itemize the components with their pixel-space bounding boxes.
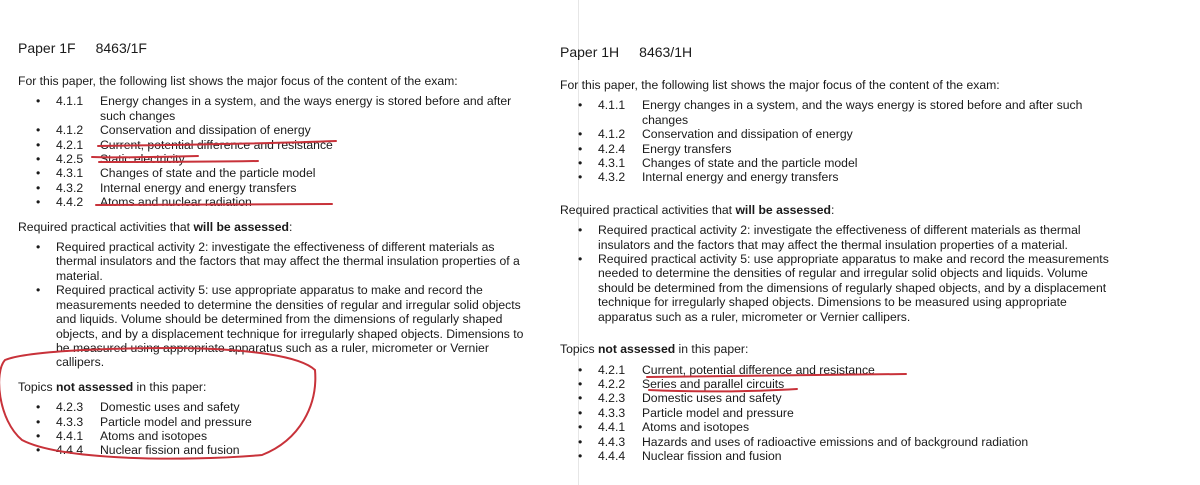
bullet-icon: •: [36, 428, 41, 443]
topic-number: 4.4.3: [598, 434, 626, 449]
topic-number: 4.4.4: [56, 443, 84, 458]
topic-text: Particle model and pressure: [642, 405, 794, 420]
paper-title: [560, 44, 1120, 60]
practicals-list: [560, 223, 1120, 324]
topic-text: Energy transfers: [642, 141, 732, 156]
list-item: [560, 142, 1120, 156]
heading-text: :: [830, 202, 835, 217]
list-item: [560, 223, 1120, 252]
list-item: [560, 435, 1120, 449]
practical-text: Required practical activity 2: investigate the effectiveness of different materials as thermal insulators and the factors that may affect the thermal insulation properties of a material.: [598, 223, 1081, 252]
bullet-icon: •: [578, 127, 583, 142]
topic-text: Nuclear fission and fusion: [642, 448, 782, 463]
list-item: [18, 181, 538, 195]
topic-number: 4.2.5: [56, 152, 84, 167]
topic-text: Changes of state and the particle model: [100, 166, 316, 181]
topic-number: 4.4.1: [598, 420, 626, 435]
topic-number: 4.1.2: [56, 123, 84, 138]
topic-number: 4.2.3: [598, 391, 626, 406]
not-assessed-heading: [560, 342, 1120, 356]
bullet-icon: •: [36, 195, 41, 210]
bullet-icon: •: [36, 123, 41, 138]
heading-emphasis: will be assessed: [735, 202, 831, 217]
intro-text: For this paper, the following list shows the major focus of the content of the exam:: [18, 74, 458, 88]
bullet-icon: •: [36, 152, 41, 167]
topic-number: 4.1.1: [56, 94, 84, 109]
topic-text: Energy changes in a system, and the ways energy is stored before and after such changes: [100, 94, 512, 123]
practicals-heading: [18, 220, 538, 234]
heading-emphasis: will be assessed: [193, 219, 289, 234]
topic-number: 4.4.4: [598, 448, 626, 463]
topic-text: Atoms and isotopes: [100, 428, 208, 443]
bullet-icon: •: [578, 448, 583, 463]
topic-text: Atoms and nuclear radiation: [100, 195, 252, 210]
topic-text: Conservation and dissipation of energy: [642, 127, 853, 142]
topic-number: 4.3.2: [56, 180, 84, 195]
topic-number: 4.2.3: [56, 400, 84, 415]
list-item: [18, 166, 538, 180]
paper-1h-document: [560, 44, 1120, 467]
heading-text: in this paper:: [133, 379, 207, 394]
list-item: [18, 195, 538, 209]
bullet-icon: •: [578, 391, 583, 406]
topic-text: Series and parallel circuits: [642, 376, 785, 391]
paper-1f-page: [0, 0, 570, 485]
list-item: [560, 170, 1120, 184]
heading-text: Required practical activities that: [560, 202, 736, 217]
list-item: [18, 152, 538, 166]
bullet-icon: •: [36, 443, 41, 458]
topic-number: 4.3.1: [56, 166, 84, 181]
list-item: [560, 156, 1120, 170]
list-item: [560, 406, 1120, 420]
topic-text: Domestic uses and safety: [100, 400, 240, 415]
topic-text: Hazards and uses of radioactive emissions and of background radiation: [642, 434, 1029, 449]
bullet-icon: •: [36, 166, 41, 181]
focus-topic-list: [18, 94, 538, 209]
topic-text: Current, potential difference and resistance: [100, 137, 333, 152]
bullet-icon: •: [36, 414, 41, 429]
heading-emphasis: not assessed: [597, 342, 676, 357]
practicals-heading: [560, 203, 1120, 217]
bullet-icon: •: [578, 252, 583, 267]
not-assessed-heading: [18, 380, 538, 394]
paper-code: 8463/1H: [639, 44, 693, 60]
practical-text: Required practical activity 5: use appropriate apparatus to make and record the measurements needed to determine the densities of regular and irregular solid objects and liquids. Volume should be determined from the dimensions of regularly shaped objects, and by a displacement technique for irregularly shaped objects. Dimensions to be measured using appropriate apparatus such as a ruler, micrometer or Vernier callipers.: [598, 252, 1109, 324]
list-item: [18, 429, 538, 443]
bullet-icon: •: [36, 137, 41, 152]
topic-number: 4.2.1: [598, 362, 626, 377]
bullet-icon: •: [36, 94, 41, 109]
list-item: [18, 123, 538, 137]
topic-number: 4.3.2: [598, 170, 626, 185]
paper-code: 8463/1F: [95, 40, 147, 56]
bullet-icon: •: [578, 362, 583, 377]
topic-text: Atoms and isotopes: [642, 420, 750, 435]
focus-topic-list: [560, 98, 1120, 184]
topic-number: 4.3.1: [598, 156, 626, 171]
topic-text: Current, potential difference and resistance: [642, 362, 875, 377]
not-assessed-list: [560, 363, 1120, 464]
paper-title: [18, 40, 538, 56]
heading-text: Topics: [18, 379, 56, 394]
bullet-icon: •: [578, 170, 583, 185]
bullet-icon: •: [36, 400, 41, 415]
paper-1f-document: [18, 40, 538, 462]
list-item: [18, 443, 538, 457]
bullet-icon: •: [578, 405, 583, 420]
bullet-icon: •: [578, 98, 583, 113]
list-item: [560, 363, 1120, 377]
practical-text: Required practical activity 2: investigate the effectiveness of different materials as thermal insulators and the factors that may affect the thermal insulation properties of a material.: [56, 240, 520, 283]
topic-text: Static electricity: [100, 152, 185, 167]
topic-number: 4.4.2: [56, 195, 84, 210]
heading-text: Required practical activities that: [18, 219, 194, 234]
list-item: [18, 400, 538, 414]
heading-text: in this paper:: [675, 342, 749, 357]
bullet-icon: •: [578, 434, 583, 449]
bullet-icon: •: [578, 420, 583, 435]
topic-number: 4.2.4: [598, 141, 626, 156]
paper-name: Paper 1F: [18, 40, 76, 56]
topic-text: Conservation and dissipation of energy: [100, 123, 311, 138]
list-item: [560, 391, 1120, 405]
bullet-icon: •: [578, 376, 583, 391]
list-item: [560, 449, 1120, 463]
list-item: [560, 252, 1120, 324]
not-assessed-list: [18, 400, 538, 458]
heading-emphasis: not assessed: [55, 379, 134, 394]
list-item: [560, 420, 1120, 434]
bullet-icon: •: [578, 141, 583, 156]
list-item: [560, 377, 1120, 391]
topic-number: 4.4.1: [56, 428, 84, 443]
list-item: [18, 94, 538, 123]
topic-text: Changes of state and the particle model: [642, 156, 858, 171]
topic-number: 4.2.2: [598, 376, 626, 391]
topic-number: 4.3.3: [598, 405, 626, 420]
heading-text: Topics: [560, 342, 598, 357]
topic-text: Nuclear fission and fusion: [100, 443, 240, 458]
list-item: [560, 98, 1120, 127]
topic-text: Internal energy and energy transfers: [100, 180, 297, 195]
heading-text: :: [288, 219, 293, 234]
topic-number: 4.2.1: [56, 137, 84, 152]
bullet-icon: •: [36, 240, 41, 255]
topic-text: Internal energy and energy transfers: [642, 170, 839, 185]
bullet-icon: •: [578, 223, 583, 238]
practical-text: Required practical activity 5: use appropriate apparatus to make and record the measurements needed to determine the densities of regular and irregular solid objects and liquids. Volume should be determined from the dimensions of regularly shaped objects, and by a displacement technique for irregularly shaped objects. Dimensions to be measured using appropriate apparatus such as a ruler, micrometer or Vernier callipers.: [56, 283, 524, 370]
topic-text: Particle model and pressure: [100, 414, 252, 429]
bullet-icon: •: [36, 180, 41, 195]
topic-text: Energy changes in a system, and the ways energy is stored before and after such changes: [642, 98, 1083, 127]
list-item: [18, 415, 538, 429]
list-item: [560, 127, 1120, 141]
list-item: [18, 240, 538, 283]
paper-name: Paper 1H: [560, 44, 620, 60]
bullet-icon: •: [578, 156, 583, 171]
intro-text: For this paper, the following list shows the major focus of the content of the exam:: [560, 78, 1000, 92]
list-item: [18, 283, 538, 369]
bullet-icon: •: [36, 283, 41, 298]
topic-number: 4.3.3: [56, 414, 84, 429]
topic-text: Domestic uses and safety: [642, 391, 782, 406]
paper-1h-page: [560, 0, 1200, 485]
practicals-list: [18, 240, 538, 370]
topic-number: 4.1.1: [598, 98, 626, 113]
list-item: [18, 138, 538, 152]
topic-number: 4.1.2: [598, 127, 626, 142]
